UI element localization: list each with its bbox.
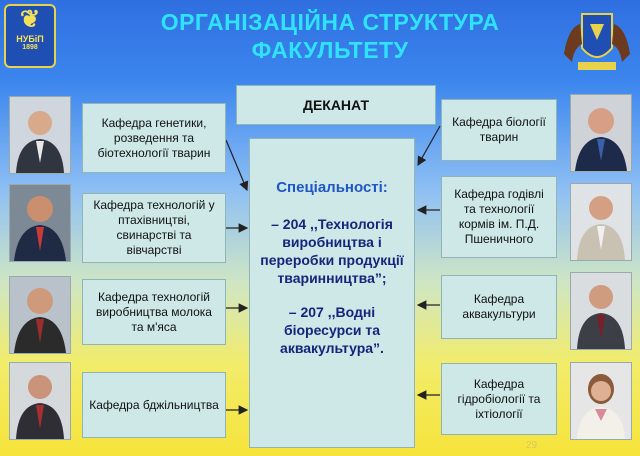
title-line-2: ФАКУЛЬТЕТУ: [251, 37, 409, 63]
head-portrait-photo: [9, 362, 71, 440]
specialty-207: – 207 ,,Водні біоресурси та аквакультура”.: [280, 304, 384, 356]
head-portrait-photo: [570, 94, 632, 172]
department-poultry-pig-sheep: Кафедра технологій у птахівництві, свинарстві та вівчарстві: [82, 193, 226, 263]
specialties-box: [249, 138, 415, 448]
logo-text: НУБіП: [16, 34, 44, 44]
department-animal-biology: Кафедра біології тварин: [441, 99, 557, 161]
department-milk-meat: Кафедра технологій виробництва молока та м'яса: [82, 279, 226, 345]
department-hydrobiology: Кафедра гідробіології та іхтіології: [441, 363, 557, 435]
title-line-1: ОРГАНІЗАЦІЙНА СТРУКТУРА: [160, 9, 500, 35]
specialty-204: – 204 ,,Технологія виробництва і переробки продукції тваринництва”;: [260, 216, 404, 286]
specialties-heading: Спеціальності:: [276, 179, 388, 196]
page-number: 29: [526, 440, 538, 451]
wheat-icon: ❦: [19, 6, 41, 33]
department-aquaculture: Кафедра аквакультури: [441, 275, 557, 339]
horses-emblem-icon: [560, 4, 634, 76]
head-portrait-photo: [570, 362, 632, 440]
head-portrait-photo: [9, 184, 71, 262]
dean-office-box: ДЕКАНАТ: [236, 85, 436, 125]
head-portrait-photo: [570, 183, 632, 261]
university-logo: [4, 4, 56, 68]
head-portrait-photo: [9, 276, 71, 354]
logo-year: 1898: [22, 44, 38, 51]
page-title: [120, 8, 540, 64]
department-beekeeping: Кафедра бджільництва: [82, 372, 226, 438]
head-portrait-photo: [570, 272, 632, 350]
department-feeding: Кафедра годівлі та технології кормів ім. П.Д. Пшеничного: [441, 176, 557, 258]
department-genetics: Кафедра генетики, розведення та біотехнології тварин: [82, 103, 226, 173]
head-portrait-photo: [9, 96, 71, 174]
